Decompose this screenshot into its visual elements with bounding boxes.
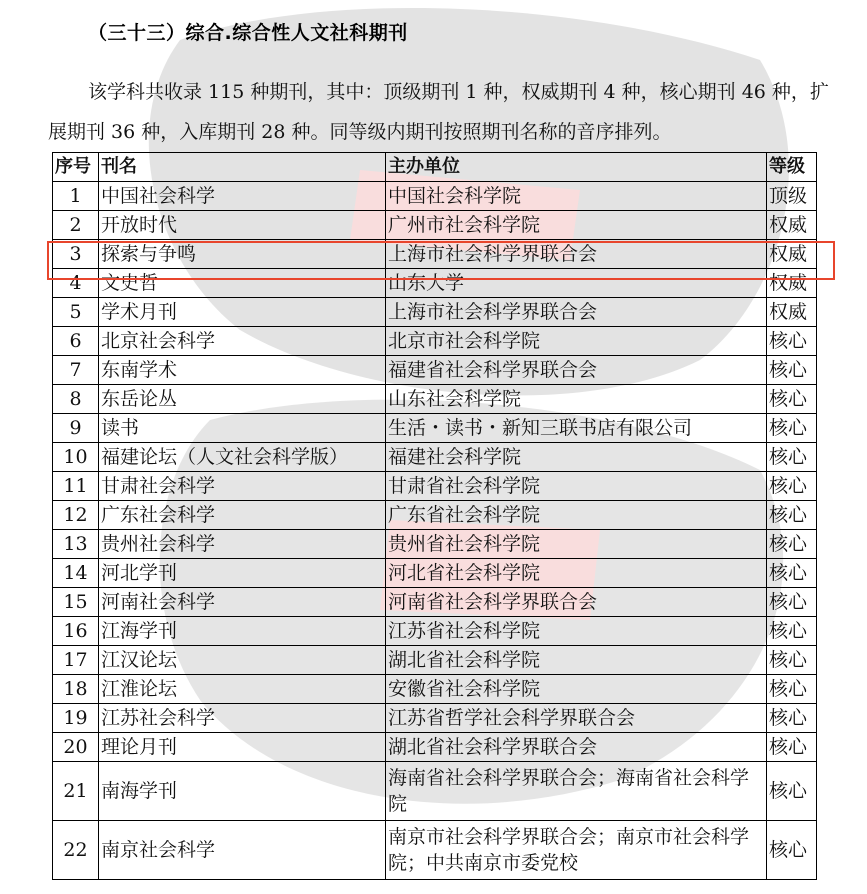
cell-name: 江苏社会科学: [99, 704, 386, 733]
table-row: [53, 530, 817, 559]
cell-seq: 8: [53, 385, 99, 414]
cell-sponsor: 河南省社会科学界联合会: [386, 588, 767, 617]
table-row: [53, 675, 817, 704]
cell-level: 权威: [767, 240, 817, 269]
table-row: [53, 472, 817, 501]
header-seq: 序号: [53, 153, 99, 182]
cell-sponsor: 广东省社会科学院: [386, 501, 767, 530]
cell-seq: 6: [53, 327, 99, 356]
cell-seq: 7: [53, 356, 99, 385]
cell-level: 核心: [767, 443, 817, 472]
cell-level: 核心: [767, 356, 817, 385]
cell-level: 核心: [767, 762, 817, 821]
table-row: [53, 646, 817, 675]
table-row: [53, 821, 817, 880]
cell-level: 核心: [767, 588, 817, 617]
cell-name: 文史哲: [99, 269, 386, 298]
cell-name: 江海学刊: [99, 617, 386, 646]
table-row: [53, 588, 817, 617]
cell-name: 南京社会科学: [99, 821, 386, 880]
cell-name: 理论月刊: [99, 733, 386, 762]
cell-seq: 15: [53, 588, 99, 617]
cell-name: 读书: [99, 414, 386, 443]
cell-name: 东南学术: [99, 356, 386, 385]
table-row: [53, 269, 817, 298]
cell-level: 核心: [767, 704, 817, 733]
cell-sponsor: 上海市社会科学界联合会: [386, 298, 767, 327]
cell-seq: 20: [53, 733, 99, 762]
cell-seq: 11: [53, 472, 99, 501]
cell-sponsor: 湖北省社会科学院: [386, 646, 767, 675]
cell-seq: 12: [53, 501, 99, 530]
cell-level: 权威: [767, 269, 817, 298]
cell-sponsor: 山东大学: [386, 269, 767, 298]
cell-name: 河北学刊: [99, 559, 386, 588]
cell-name: 南海学刊: [99, 762, 386, 821]
table-row: [53, 211, 817, 240]
cell-level: 顶级: [767, 182, 817, 211]
table-row: [53, 356, 817, 385]
cell-sponsor: 南京市社会科学界联合会；南京市社会科学院；中共南京市委党校: [386, 821, 767, 880]
cell-sponsor: 江苏省社会科学院: [386, 617, 767, 646]
cell-sponsor: 广州市社会科学院: [386, 211, 767, 240]
cell-name: 中国社会科学: [99, 182, 386, 211]
cell-seq: 2: [53, 211, 99, 240]
cell-sponsor: 山东社会科学院: [386, 385, 767, 414]
cell-level: 权威: [767, 211, 817, 240]
cell-level: 核心: [767, 559, 817, 588]
cell-sponsor: 湖北省社会科学界联合会: [386, 733, 767, 762]
cell-level: 核心: [767, 617, 817, 646]
table-row: [53, 559, 817, 588]
cell-level: 核心: [767, 327, 817, 356]
cell-seq: 3: [53, 240, 99, 269]
cell-name: 学术月刊: [99, 298, 386, 327]
cell-sponsor: 福建社会科学院: [386, 443, 767, 472]
cell-level: 核心: [767, 646, 817, 675]
table-row: [53, 733, 817, 762]
cell-level: 核心: [767, 414, 817, 443]
cell-level: 核心: [767, 501, 817, 530]
cell-seq: 19: [53, 704, 99, 733]
cell-sponsor: 甘肃省社会科学院: [386, 472, 767, 501]
table-row: [53, 298, 817, 327]
cell-name: 贵州社会科学: [99, 530, 386, 559]
cell-sponsor: 江苏省哲学社会科学界联合会: [386, 704, 767, 733]
cell-seq: 5: [53, 298, 99, 327]
cell-name: 甘肃社会科学: [99, 472, 386, 501]
cell-sponsor: 河北省社会科学院: [386, 559, 767, 588]
cell-name: 开放时代: [99, 211, 386, 240]
cell-level: 核心: [767, 675, 817, 704]
table-row: [53, 762, 817, 821]
cell-sponsor: 海南省社会科学界联合会；海南省社会科学院: [386, 762, 767, 821]
table-row: [53, 617, 817, 646]
cell-sponsor: 安徽省社会科学院: [386, 675, 767, 704]
cell-seq: 1: [53, 182, 99, 211]
cell-name: 江淮论坛: [99, 675, 386, 704]
header-level: 等级: [767, 153, 817, 182]
cell-level: 核心: [767, 472, 817, 501]
cell-sponsor: 生活・读书・新知三联书店有限公司: [386, 414, 767, 443]
cell-sponsor: 福建省社会科学界联合会: [386, 356, 767, 385]
cell-name: 探索与争鸣: [99, 240, 386, 269]
cell-name: 北京社会科学: [99, 327, 386, 356]
cell-seq: 14: [53, 559, 99, 588]
cell-seq: 16: [53, 617, 99, 646]
journal-table: [52, 152, 817, 880]
cell-name: 广东社会科学: [99, 501, 386, 530]
cell-name: 东岳论丛: [99, 385, 386, 414]
section-heading: （三十三）综合.综合性人文社科期刊: [88, 22, 408, 44]
cell-sponsor: 贵州省社会科学院: [386, 530, 767, 559]
cell-level: 核心: [767, 733, 817, 762]
cell-seq: 10: [53, 443, 99, 472]
table-row: [53, 182, 817, 211]
table-row: [53, 385, 817, 414]
cell-seq: 22: [53, 821, 99, 880]
table-row-highlighted: [53, 240, 817, 269]
cell-seq: 13: [53, 530, 99, 559]
cell-sponsor: 北京市社会科学院: [386, 327, 767, 356]
cell-level: 核心: [767, 821, 817, 880]
table-row: [53, 327, 817, 356]
cell-name: 河南社会科学: [99, 588, 386, 617]
cell-seq: 21: [53, 762, 99, 821]
table-row: [53, 414, 817, 443]
cell-name: 福建论坛（人文社会科学版）: [99, 443, 386, 472]
cell-level: 核心: [767, 385, 817, 414]
cell-name: 江汉论坛: [99, 646, 386, 675]
cell-level: 权威: [767, 298, 817, 327]
cell-seq: 4: [53, 269, 99, 298]
cell-sponsor: 中国社会科学院: [386, 182, 767, 211]
intro-paragraph: 该学科共收录 115 种期刊，其中：顶级期刊 1 种，权威期刊 4 种，核心期刊 46 种，扩展期刊 36 种，入库期刊 28 种。同等级内期刊按照期刊名称的音序排列。: [48, 81, 829, 143]
table-header-row: [53, 153, 817, 182]
header-sponsor: 主办单位: [386, 153, 767, 182]
header-name: 刊名: [99, 153, 386, 182]
table-row: [53, 704, 817, 733]
cell-seq: 9: [53, 414, 99, 443]
cell-seq: 18: [53, 675, 99, 704]
cell-level: 核心: [767, 530, 817, 559]
table-row: [53, 443, 817, 472]
table-row: [53, 501, 817, 530]
cell-seq: 17: [53, 646, 99, 675]
cell-sponsor: 上海市社会科学界联合会: [386, 240, 767, 269]
